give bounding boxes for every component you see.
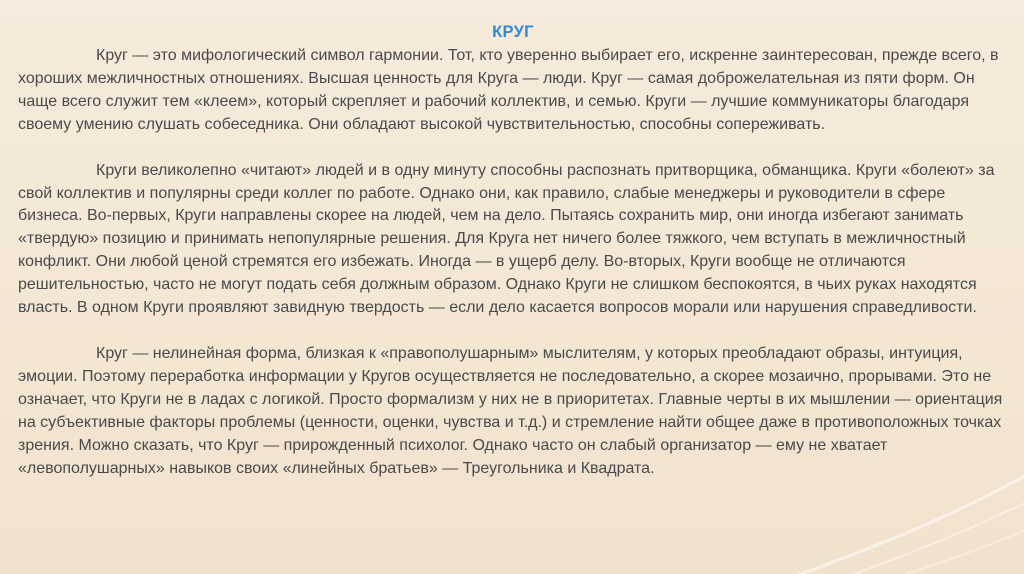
paragraph-1: Круг — это мифологический символ гармонии. Тот, кто уверенно выбирает его, искренне заинтересован, прежде всего, в хороших межличностных отношениях. Высшая ценность для Круга — люди. Круг — самая доброжелательная из пяти форм. Он чаще всего служит тем «клеем», который скрепляет и рабочий коллектив, и семью. Круги — лучшие коммуникаторы благодаря своему умению слушать собеседника. Они обладают высокой чувствительностью, способны сопереживать. — [18, 47, 999, 133]
paragraph-gap — [18, 137, 1008, 160]
paragraph-2: Круги великолепно «читают» людей и в одну минуту способны распознать притворщика, обманщика. Круги «болеют» за свой коллектив и популярны среди коллег по работе. Однако они, как правило, слабые менеджеры и руководители в сфере бизнеса. Во-первых, Круги направлены скорее на людей, чем на дело. Пытаясь сохранить мир, они иногда избегают занимать «твердую» позицию и принимать непопулярные решения. Для Круга нет ничего более тяжкого, чем вступать в межличностный конфликт. Они любой ценой стремятся его избежать. Иногда — в ущерб делу. Во-вторых, Круги вообще не отличаются решительностью, часто не могут подать себя должным образом. Однако Круги не слишком беспокоятся, в чьих руках находятся власть. В одном Круги проявляют завидную твердость — если дело касается вопросов морали или нарушения справедливости. — [18, 161, 995, 317]
paragraph-3: Круг — нелинейная форма, близкая к «правополушарным» мыслителям, у которых преобладают образы, интуиция, эмоции. Поэтому переработка информации у Кругов осуществляется не последовательно, а скорее мозаично, прорывами. Это не означает, что Круги не в ладах с логикой. Просто формализм у них не в приоритетах. Главные черты в их мышлении — ориентация на субъективные факторы проблемы (ценности, оценки, чувства и т.д.) и стремление найти общее даже в противоположных точках зрения. Можно сказать, что Круг — прирожденный психолог. Однако часто он слабый организатор — ему не хватает «левополушарных» навыков своих «линейных братьев» — Треугольника и Квадрата. — [18, 344, 1003, 477]
slide-content — [18, 22, 1008, 480]
paragraph-gap — [18, 320, 1008, 343]
slide-title: КРУГ — [492, 23, 534, 41]
